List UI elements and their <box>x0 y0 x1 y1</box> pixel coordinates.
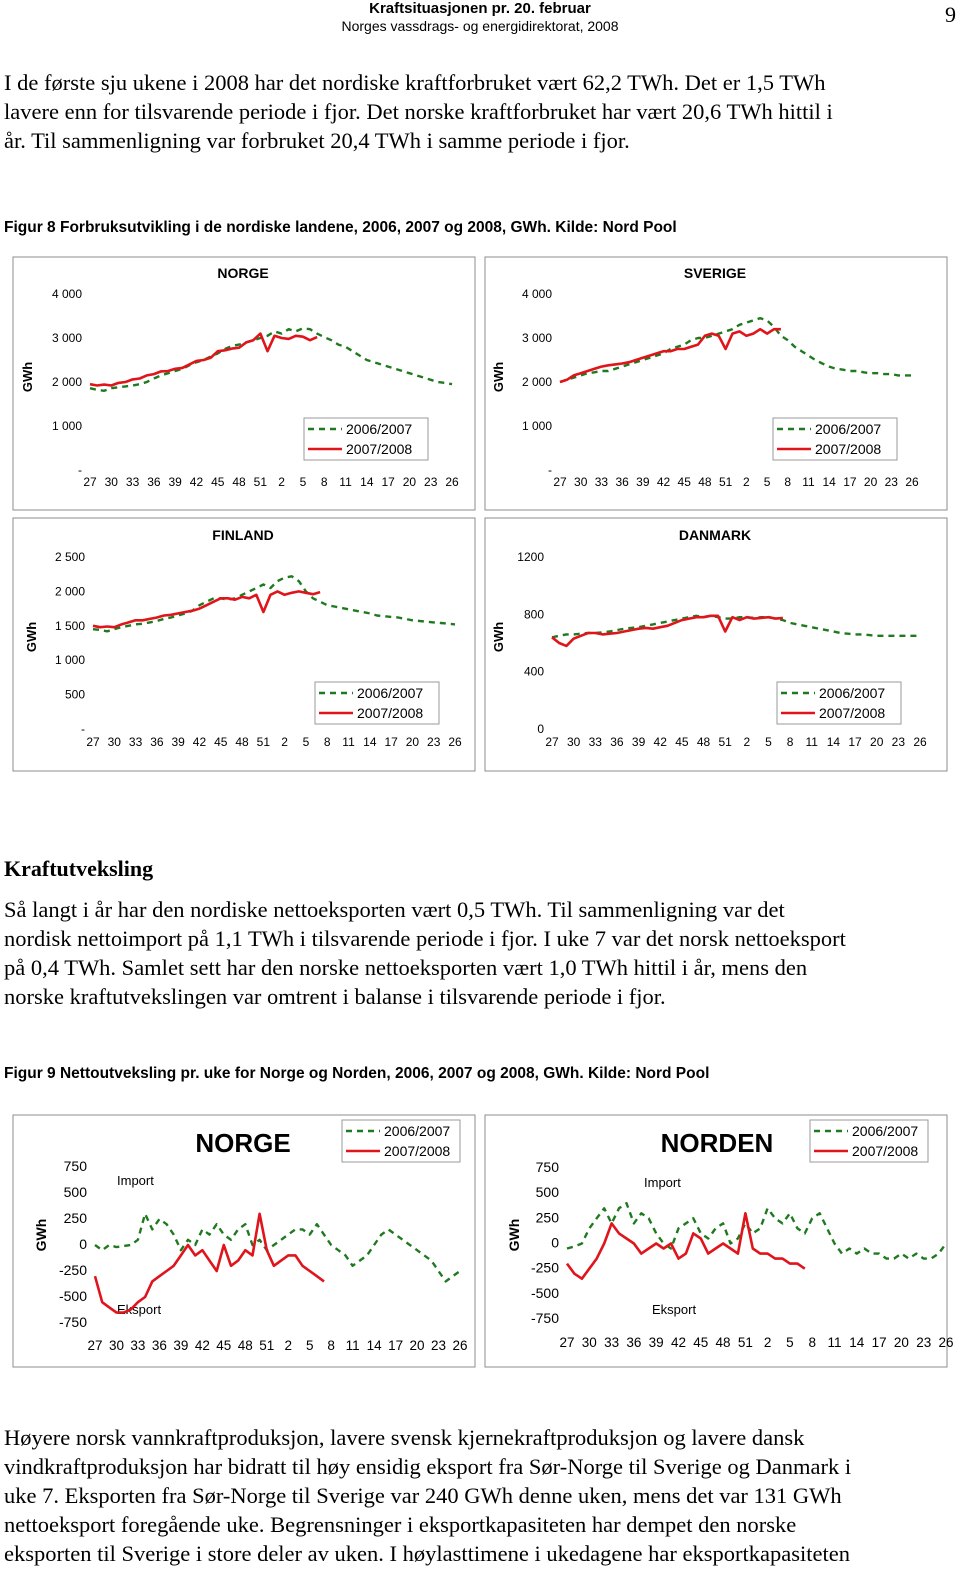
fig8-norge-ytick-label: 1 000 <box>51 419 82 433</box>
fig8-finland-xtick-label: 5 <box>302 735 310 749</box>
fig8-finland-ytick-label: 500 <box>64 687 85 702</box>
fig9-norden-xtick-label: 23 <box>916 1335 932 1350</box>
fig9-norden-xtick-label: 5 <box>786 1335 794 1350</box>
text-line: nordisk nettoimport på 1,1 TWh i tilsvarende periode i fjor. I uke 7 var det norsk nettoeksport <box>4 926 846 951</box>
fig8-finland-xtick-label: 45 <box>214 735 228 749</box>
fig8-sverige-xtick-label: 39 <box>636 475 650 489</box>
fig8-finland-ylabel: GWh <box>24 621 39 653</box>
fig8-danmark-frame <box>485 518 947 771</box>
fig9-norge-ytick-label: 250 <box>63 1210 87 1226</box>
fig9-norden-xtick-label: 14 <box>849 1335 865 1350</box>
text-line: Så langt i år har den nordiske nettoeksporten vært 0,5 TWh. Til sammenligning var det <box>4 897 785 922</box>
fig9-norge-xtick-label: 2 <box>284 1338 292 1353</box>
fig8-danmark-xtick-label: 48 <box>696 735 711 749</box>
fig9-norden-ytick-label: 750 <box>535 1159 559 1175</box>
fig9-norge-xtick-label: 48 <box>237 1338 253 1353</box>
text-line: år. Til sammenligning var forbruket 20,4 TWh i samme periode i fjor. <box>4 128 630 153</box>
fig9-norge-xtick-label: 42 <box>194 1338 210 1353</box>
fig8-finland-xtick-label: 36 <box>150 735 164 749</box>
fig8-danmark-xtick-label: 45 <box>675 735 689 749</box>
fig8-danmark-xtick-label: 8 <box>786 735 794 749</box>
fig8-finland-xtick-label: 8 <box>323 735 331 749</box>
header-title: Kraftsituasjonen pr. 20. februar <box>369 0 591 17</box>
fig8-sverige-ytick-label: 1 000 <box>521 419 552 433</box>
fig8-danmark-xtick-label: 30 <box>566 735 581 749</box>
fig8-finland-legend-label: 2006/2007 <box>357 685 424 701</box>
fig8-danmark-ylabel: GWh <box>491 621 506 653</box>
fig9-norden-legend-label: 2007/2008 <box>852 1143 919 1159</box>
fig8-finland-ytick-label: 1 000 <box>54 653 85 668</box>
fig9-norge-xtick-label: 14 <box>366 1338 382 1353</box>
fig8-finland-xtick-label: 27 <box>86 735 100 749</box>
fig8-finland-xtick-label: 20 <box>405 735 420 749</box>
fig8-finland-xtick-label: 30 <box>107 735 121 749</box>
fig9-norden-xtick-label: 2 <box>763 1335 772 1350</box>
fig8-finland-ytick-label: 2 000 <box>54 584 85 599</box>
fig9-norge-xtick-label: 11 <box>345 1338 360 1353</box>
fig8-sverige-legend-label: 2006/2007 <box>815 421 882 437</box>
fig9-norden-annotation: Eksport <box>652 1302 697 1317</box>
fig9-norden-xtick-label: 30 <box>581 1335 597 1350</box>
figure9-caption: Figur 9 Nettoutveksling pr. uke for Norge og Norden, 2006, 2007 og 2008, GWh. Kilde: Nord Pool <box>4 1065 710 1082</box>
page-number: 9 <box>945 2 956 27</box>
closing-paragraph <box>4 1423 954 1568</box>
fig8-sverige-xtick-label: 14 <box>822 475 836 489</box>
fig8-sverige-xtick-label: 30 <box>574 475 588 489</box>
fig9-norge-xtick-label: 36 <box>151 1338 167 1353</box>
fig8-sverige-legend-label: 2007/2008 <box>815 441 882 457</box>
fig8-norge-xtick-label: 5 <box>299 475 307 489</box>
fig8-norge-xtick-label: 11 <box>339 475 352 489</box>
fig8-sverige-ytick-label: 2 000 <box>521 375 552 389</box>
text-line: I de første sju ukene i 2008 har det nordiske kraftforbruket vært 62,2 TWh. Det er 1,5 TWh <box>4 70 826 95</box>
fig8-norge-xtick-label: 51 <box>253 475 268 489</box>
fig8-danmark-xtick-label: 26 <box>913 735 927 749</box>
fig9-norge-legend-label: 2006/2007 <box>384 1123 451 1139</box>
fig8-danmark-xtick-label: 20 <box>870 735 884 749</box>
fig8-norge-ylabel: GWh <box>20 361 35 393</box>
fig8-sverige-ytick-label: - <box>548 463 552 477</box>
fig8-finland-xtick-label: 2 <box>281 735 288 749</box>
fig8-danmark-ytick-label: 0 <box>537 722 544 736</box>
fig8-danmark-xtick-label: 36 <box>610 735 624 749</box>
text-line: på 0,4 TWh. Samlet sett har den norske nettoeksporten vært 1,0 TWh hittil i år, mens den <box>4 955 808 980</box>
section-heading: Kraftutveksling <box>4 856 154 881</box>
fig9-norden-annotation: Import <box>644 1175 681 1190</box>
fig9-norge-xtick-label: 30 <box>108 1338 124 1353</box>
fig8-danmark-ytick-label: 1200 <box>517 550 544 564</box>
fig8-finland-xtick-label: 23 <box>427 735 441 749</box>
fig8-finland-xtick-label: 42 <box>192 735 207 749</box>
fig9-norge-xtick-label: 27 <box>87 1338 103 1353</box>
fig8-norge-xtick-label: 17 <box>381 475 395 489</box>
fig9-norge-chart <box>13 1115 475 1367</box>
fig8-danmark-xtick-label: 14 <box>826 735 841 749</box>
fig9-norden-ytick-label: 0 <box>551 1234 559 1251</box>
fig9-norge-annotation: Import <box>117 1173 154 1188</box>
fig9-norge-ytick-label: 750 <box>63 1158 87 1174</box>
fig8-norge-legend-label: 2007/2008 <box>346 441 413 457</box>
fig8-norge-title: NORGE <box>217 265 269 281</box>
fig8-danmark-legend-label: 2006/2007 <box>819 685 886 701</box>
fig8-norge-legend-label: 2006/2007 <box>346 421 413 437</box>
fig8-finland-xtick-label: 26 <box>448 735 462 749</box>
fig9-norge-xtick-label: 39 <box>173 1338 189 1353</box>
fig8-danmark-ytick-label: 800 <box>523 607 544 622</box>
fig8-finland-xtick-label: 48 <box>235 735 249 749</box>
fig8-finland-ytick-label: 2 500 <box>54 550 85 564</box>
fig9-norden-xtick-label: 33 <box>604 1335 620 1350</box>
fig8-danmark-ytick-label: 400 <box>523 664 544 679</box>
fig9-norden-xtick-label: 48 <box>715 1335 731 1350</box>
fig8-sverige-xtick-label: 45 <box>677 475 691 489</box>
fig9-norden-xtick-label: 11 <box>827 1335 842 1350</box>
fig8-finland-xtick-label: 17 <box>384 735 398 749</box>
fig8-danmark-chart <box>485 518 947 771</box>
fig8-norge-frame <box>13 257 475 510</box>
fig9-norge-xtick-label: 8 <box>327 1338 335 1353</box>
fig8-norge-xtick-label: 14 <box>360 475 374 489</box>
fig8-norge-xtick-label: 36 <box>147 475 161 489</box>
fig8-danmark-xtick-label: 23 <box>891 735 906 749</box>
fig9-norge-ytick-label: -250 <box>58 1262 87 1278</box>
fig8-finland-xtick-label: 11 <box>342 735 355 749</box>
fig8-sverige-xtick-label: 33 <box>594 475 609 489</box>
fig8-danmark-xtick-label: 42 <box>653 735 667 749</box>
fig9-norden-xtick-label: 39 <box>648 1335 664 1350</box>
fig9-norden-ytick-label: -250 <box>530 1259 559 1276</box>
fig8-sverige-xtick-label: 2 <box>743 475 750 489</box>
fig8-norge-xtick-label: 2 <box>278 475 285 489</box>
fig9-norden-ytick-label: 500 <box>535 1184 559 1201</box>
text-line: nettoeksport foregående uke. Begrensninger i eksportkapasiteten har dempet den norske <box>4 1512 797 1537</box>
fig9-norge-xtick-label: 17 <box>388 1338 404 1353</box>
fig8-norge-xtick-label: 45 <box>211 475 225 489</box>
fig8-norge-xtick-label: 26 <box>445 475 459 489</box>
fig9-norden-ytick-label: -500 <box>530 1284 559 1301</box>
fig9-norge-xtick-label: 23 <box>431 1338 447 1353</box>
fig8-finland-xtick-label: 39 <box>171 735 185 749</box>
fig8-sverige-ylabel: GWh <box>491 361 506 393</box>
fig8-norge-xtick-label: 30 <box>104 475 118 489</box>
fig8-finland-ytick-label: - <box>81 722 85 736</box>
fig8-norge-ytick-label: 2 000 <box>51 375 82 389</box>
fig8-norge-xtick-label: 27 <box>83 475 97 489</box>
fig8-norge-xtick-label: 8 <box>320 475 328 489</box>
fig9-norge-title: NORGE <box>195 1128 291 1158</box>
fig8-sverige-xtick-label: 20 <box>863 475 878 489</box>
fig9-norden-title: NORDEN <box>660 1128 774 1158</box>
fig8-norge-ytick-label: 3 000 <box>51 331 82 345</box>
fig9-norden-xtick-label: 36 <box>626 1335 642 1350</box>
fig9-norge-xtick-label: 45 <box>216 1338 232 1353</box>
fig8-finland-ytick-label: 1 500 <box>54 618 85 633</box>
fig9-norden-xtick-label: 42 <box>670 1335 686 1350</box>
text-line: eksporten til Sverige i store deler av uken. I høylasttimene i ukedagene har eksportkapasiteten <box>4 1541 850 1566</box>
fig8-finland-xtick-label: 14 <box>363 735 377 749</box>
header-subtitle: Norges vassdrags- og energidirektorat, 2008 <box>341 18 619 34</box>
intro-paragraph <box>4 68 954 155</box>
fig8-danmark-xtick-label: 51 <box>718 735 732 749</box>
fig9-norge-ylabel: GWh <box>33 1218 49 1252</box>
fig9-norge-xtick-label: 26 <box>452 1338 468 1353</box>
fig8-sverige-chart <box>485 257 947 510</box>
fig8-sverige-frame <box>485 257 947 510</box>
fig9-norden-legend-label: 2006/2007 <box>852 1123 919 1139</box>
fig8-sverige-xtick-label: 27 <box>553 475 567 489</box>
fig8-norge-xtick-label: 39 <box>168 475 182 489</box>
fig8-sverige-xtick-label: 11 <box>802 475 815 489</box>
fig8-danmark-xtick-label: 5 <box>765 735 772 749</box>
fig9-norden-ytick-label: -750 <box>530 1310 559 1326</box>
fig9-norge-ytick-label: -500 <box>58 1288 87 1304</box>
fig9-norden-xtick-label: 45 <box>693 1335 709 1350</box>
fig9-norge-xtick-label: 33 <box>130 1338 146 1353</box>
fig9-norge-annotation: Eksport <box>117 1302 162 1317</box>
fig9-norge-ytick-label: 500 <box>63 1184 87 1200</box>
fig8-norge-ytick-label: - <box>78 463 82 477</box>
figure8-charts <box>0 252 960 772</box>
fig8-norge-xtick-label: 42 <box>189 475 204 489</box>
fig8-norge-xtick-label: 48 <box>232 475 246 489</box>
fig9-norge-xtick-label: 51 <box>259 1338 275 1353</box>
fig8-sverige-xtick-label: 42 <box>656 475 671 489</box>
figure9-charts <box>0 1110 960 1372</box>
fig8-sverige-xtick-label: 26 <box>905 475 919 489</box>
fig9-norge-xtick-label: 5 <box>305 1338 314 1353</box>
fig9-norden-ylabel: GWh <box>506 1218 522 1252</box>
fig8-norge-chart <box>13 257 475 510</box>
fig8-norge-ytick-label: 4 000 <box>51 287 82 301</box>
fig8-danmark-xtick-label: 2 <box>743 735 751 749</box>
exchange-paragraph <box>4 895 954 1011</box>
fig8-sverige-ytick-label: 4 000 <box>521 287 552 301</box>
fig9-norge-legend-label: 2007/2008 <box>384 1143 451 1159</box>
fig9-norden-xtick-label: 26 <box>938 1335 954 1350</box>
fig8-danmark-xtick-label: 11 <box>805 735 818 749</box>
fig8-norge-xtick-label: 20 <box>402 475 417 489</box>
fig8-sverige-xtick-label: 17 <box>843 475 857 489</box>
fig8-finland-title: FINLAND <box>212 527 274 543</box>
fig9-norden-ytick-label: 250 <box>535 1209 559 1226</box>
fig9-norden-xtick-label: 27 <box>559 1335 575 1350</box>
fig9-norden-xtick-label: 8 <box>808 1335 816 1350</box>
fig8-danmark-xtick-label: 39 <box>631 735 646 749</box>
fig8-norge-xtick-label: 23 <box>424 475 438 489</box>
text-line: norske kraftutvekslingen var omtrent i balanse i tilsvarende periode i fjor. <box>4 984 666 1009</box>
fig9-norden-xtick-label: 20 <box>893 1335 909 1350</box>
fig8-danmark-xtick-label: 33 <box>588 735 602 749</box>
fig9-norge-ytick-label: -750 <box>58 1314 87 1330</box>
fig8-sverige-xtick-label: 36 <box>615 475 629 489</box>
fig8-danmark-xtick-label: 17 <box>848 735 862 749</box>
fig9-norden-xtick-label: 17 <box>871 1335 887 1350</box>
page-header <box>0 0 960 40</box>
text-line: Høyere norsk vannkraftproduksjon, lavere svensk kjernekraftproduksjon og lavere dansk <box>4 1425 805 1450</box>
fig8-finland-chart <box>13 518 475 771</box>
fig9-norden-chart <box>485 1115 954 1367</box>
fig8-finland-xtick-label: 33 <box>128 735 143 749</box>
figure8-caption: Figur 8 Forbruksutvikling i de nordiske landene, 2006, 2007 og 2008, GWh. Kilde: Nord Pool <box>4 219 677 236</box>
text-line: lavere enn for tilsvarende periode i fjor. Det norske kraftforbruket har vært 20,6 TWh hittil i <box>4 99 833 124</box>
fig9-norge-xtick-label: 20 <box>409 1338 425 1353</box>
text-line: vindkraftproduksjon har bidratt til høy ensidig eksport fra Sør-Norge til Sverige og Danmark i <box>4 1454 852 1479</box>
fig8-sverige-xtick-label: 48 <box>698 475 712 489</box>
fig8-sverige-xtick-label: 8 <box>784 475 792 489</box>
fig8-sverige-xtick-label: 23 <box>884 475 898 489</box>
fig8-sverige-title: SVERIGE <box>683 265 747 281</box>
fig8-sverige-xtick-label: 5 <box>763 475 771 489</box>
fig8-finland-xtick-label: 51 <box>256 735 271 749</box>
fig8-finland-legend-label: 2007/2008 <box>357 705 424 721</box>
fig8-danmark-legend-label: 2007/2008 <box>819 705 886 721</box>
fig9-norge-ytick-label: 0 <box>79 1236 87 1252</box>
fig8-sverige-ytick-label: 3 000 <box>521 331 552 345</box>
fig8-sverige-xtick-label: 51 <box>718 475 733 489</box>
fig9-norden-xtick-label: 51 <box>737 1335 753 1350</box>
text-line: uke 7. Eksporten fra Sør-Norge til Sverige var 240 GWh denne uken, mens det var 131 GWh <box>4 1483 842 1508</box>
fig8-danmark-title: DANMARK <box>678 527 752 543</box>
fig8-norge-xtick-label: 33 <box>125 475 140 489</box>
fig8-danmark-xtick-label: 27 <box>545 735 559 749</box>
